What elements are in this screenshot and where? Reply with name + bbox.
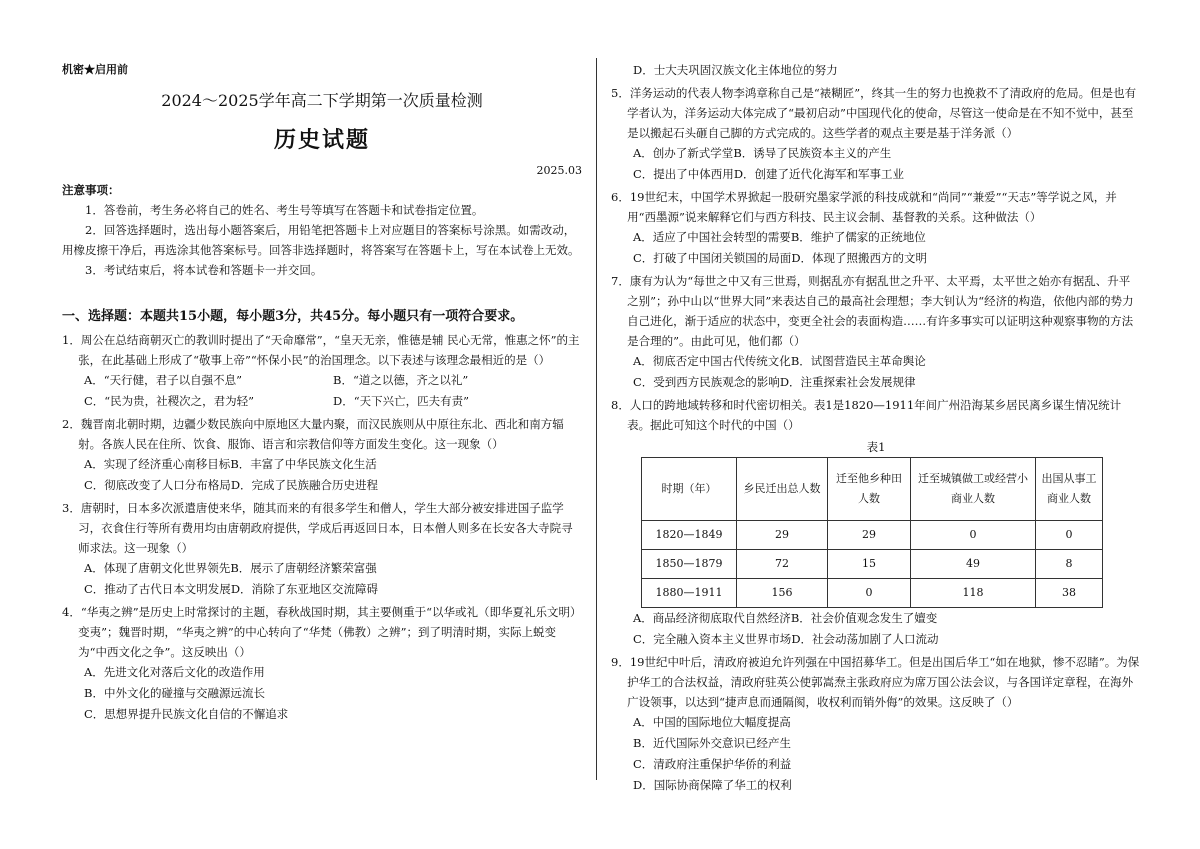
option-c: C．思想界提升民族文化自信的不懈追求 — [84, 707, 289, 721]
option-a: A．“天行健，君子以自强不息” — [84, 373, 243, 387]
option-b: B．中外文化的碰撞与交融源远流长 — [84, 686, 265, 700]
table-cell: 156 — [737, 579, 828, 608]
option-row — [611, 608, 1141, 629]
option-row — [611, 372, 1141, 393]
option-row — [62, 370, 582, 391]
table-cell: 15 — [828, 550, 911, 579]
option-b: B．维护了儒家的正统地位 — [790, 230, 926, 244]
question-stem: 9．19世纪中叶后，清政府被迫允许列强在中国招募华工。但是出国后华工“如在地狱，惨不忍睹”。为保护华工的合法权益，清政府驻英公使郭嵩焘主张政府应为席万国公法会议，与各国详定章程，在海外广设领事，以达到“捷声息而通隔阂，收权利而销外侮”的效果。这反映了（） — [611, 655, 1140, 709]
question-1 — [62, 330, 582, 412]
table-row — [642, 550, 1103, 579]
question-stem: 2．魏晋南北朝时期，边疆少数民族向中原地区大量内聚，而汉民族则从中原往东北、西北和南方辐射。各族人民在住所、饮食、服饰、语言和宗教信仰等方面发生变化。这一现象（） — [62, 417, 564, 451]
table-header: 时期（年） — [642, 458, 737, 521]
table-cell: 1820—1849 — [642, 521, 737, 550]
table-cell: 29 — [737, 521, 828, 550]
option-row — [62, 475, 582, 496]
option-b: B．诱导了民族资本主义的产生 — [733, 146, 892, 160]
option-b: B．丰富了中华民族文化生活 — [230, 457, 377, 471]
notice-block — [62, 180, 582, 280]
exam-date: 2025.03 — [536, 164, 582, 177]
confidential-mark: 机密★启用前 — [62, 63, 128, 76]
notice-item: 3．考试结束后，将本试卷和答题卡一并交回。 — [85, 263, 323, 277]
option-row — [62, 558, 582, 579]
option-d: D．“天下兴亡，匹夫有责” — [333, 394, 469, 408]
subject-title: 历史试题 — [273, 127, 370, 153]
option-a: A．适应了中国社会转型的需要 — [633, 230, 791, 244]
table-row — [642, 521, 1103, 550]
table-header: 迁至他乡种田人数 — [828, 458, 911, 521]
option-row — [611, 248, 1141, 269]
option-b: B．“道之以德，齐之以礼” — [333, 373, 469, 387]
option-a: A．实现了经济重心南移目标 — [84, 457, 231, 471]
option-row — [62, 454, 582, 475]
question-stem: 5．洋务运动的代表人物李鸿章称自己是“裱糊匠”，终其一生的努力也挽救不了清政府的危局。但是也有学者认为，洋务运动大体完成了“最初启动”中国现代化的使命，尽管这一使命是在不知不觉中，甚至是以搬起石头砸自己脚的方式完成的。这些学者的观点主要是基于洋务派（） — [611, 86, 1137, 140]
option-row — [611, 143, 1141, 164]
question-stem: 8．人口的跨地域转移和时代密切相关。表1是1820—1911年间广州沿海某乡居民离乡谋生情况统计表。据此可知这个时代的中国（） — [611, 398, 1122, 432]
option-a: A．中国的国际地位大幅度提高 — [633, 715, 791, 729]
table-cell: 0 — [828, 579, 911, 608]
question-stem: 3．唐朝时，日本多次派遣唐使来华，随其而来的有很多学生和僧人，学生大部分被安排进国子监学习，衣食住行等所有费用均由唐朝政府提供，学成后再返回日本，日本僧人则多在长安各大寺院寻师求法。这一现象（） — [62, 501, 573, 555]
option-b: B．展示了唐朝经济繁荣富强 — [230, 561, 377, 575]
table-cell: 49 — [911, 550, 1036, 579]
table-cell: 8 — [1036, 550, 1103, 579]
option-row — [611, 351, 1141, 372]
table-cell: 118 — [911, 579, 1036, 608]
option-c: C．推动了古代日本文明发展 — [84, 582, 231, 596]
table-cell: 72 — [737, 550, 828, 579]
option-c: C．打破了中国闭关锁国的局面 — [633, 251, 792, 265]
notice-item: 1．答卷前，考生务必将自己的姓名、考生号等填写在答题卡和试卷指定位置。 — [85, 203, 484, 217]
stats-table — [641, 457, 1103, 608]
question-stem: 7．康有为认为“每世之中又有三世焉，则据乱亦有据乱世之升平、太平焉，太平世之始亦有据乱、升平之别”；孙中山以“世界大同”来表达自己的最高社会理想；李大钊认为“经济的构造，依他内部的势力自己进化，渐于适应的状态中，变更全社会的表面构造……有许多事实可以证明这种观察事物的方法是合理的”。由此可见，他们都（） — [611, 274, 1134, 348]
option-c: C．“民为贵，社稷次之，君为轻” — [84, 394, 255, 408]
column-divider — [596, 58, 597, 780]
option-d: D．社会动荡加剧了人口流动 — [791, 632, 939, 646]
option-a: A．先进文化对落后文化的改造作用 — [84, 665, 265, 679]
notice-item: 2．回答选择题时，选出每小题答案后，用铅笔把答题卡上对应题目的答案标号涂黑。如需改动，用橡皮擦干净后，再选涂其他答案标号。回答非选择题时，将答案写在答题卡上，写在本试卷上无效。 — [62, 223, 580, 257]
option-a: A．彻底否定中国古代传统文化 — [633, 354, 791, 368]
question-stem: 4．“华夷之辨”是历史上时常探讨的主题，春秋战国时期，其主要侧重于“以华或礼（即华夏礼乐文明）变夷”；魏晋时期，“华夷之辨”的中心转向了“华梵（佛教）之辨”；到了明清时期，实际上蜕变为“中西文化之争”。这反映出（） — [62, 605, 582, 659]
table-cell: 1880—1911 — [642, 579, 737, 608]
table-header-row — [642, 458, 1103, 521]
option-c: C．完全融入资本主义世界市场 — [633, 632, 792, 646]
notice-title: 注意事项： — [62, 183, 120, 197]
question-7 — [611, 271, 1141, 393]
question-4 — [62, 602, 582, 725]
question-stem: 1．周公在总结商朝灭亡的教训时提出了“天命靡常”，“皇天无亲，惟德是辅 民心无常，惟惠之怀”的主张，在此基础上形成了“敬事上帝”“怀保小民”的治国理念。以下表述与该理念最相近的是（） — [62, 333, 580, 367]
option-d: D．士大夫巩固汉族文化主体地位的努力 — [633, 63, 838, 77]
table-cell: 0 — [911, 521, 1036, 550]
question-2 — [62, 414, 582, 496]
option-row — [62, 579, 582, 600]
right-column — [611, 58, 1141, 796]
table-header: 乡民迁出总人数 — [737, 458, 828, 521]
option-b: B．社会价值观念发生了嬗变 — [790, 611, 938, 625]
section-title: 一、选择题：本题共15小题，每小题3分，共45分。每小题只有一项符合要求。 — [62, 309, 524, 324]
question-stem: 6．19世纪末，中国学术界掀起一股研究墨家学派的科技成就和“尚同”“兼爱”“天志”等学说之风，并用“西墨源”说来解释它们与西方科技、民主议会制、基督教的关系。这种做法（） — [611, 190, 1117, 224]
table-cell: 29 — [828, 521, 911, 550]
question-9 — [611, 652, 1141, 796]
question-5 — [611, 83, 1141, 185]
table-cell: 38 — [1036, 579, 1103, 608]
table-row — [642, 579, 1103, 608]
option-d: D．注重探索社会发展规律 — [779, 375, 916, 389]
option-d: D．国际协商保障了华工的权利 — [633, 778, 792, 792]
question-6 — [611, 187, 1141, 269]
option-d: D．创建了近代化海军和军事工业 — [733, 167, 905, 181]
question-8 — [611, 395, 1141, 650]
option-b: B．试图营造民主革命舆论 — [790, 354, 926, 368]
option-c: C．清政府注重保护华侨的利益 — [633, 757, 792, 771]
table-header: 迁至城镇做工或经营小商业人数 — [911, 458, 1036, 521]
option-d: D．体现了照搬西方的文明 — [791, 251, 928, 265]
option-a: A．体现了唐朝文化世界领先 — [84, 561, 231, 575]
option-d: D．完成了民族融合历史进程 — [230, 478, 379, 492]
option-row — [611, 629, 1141, 650]
table-caption: 表1 — [866, 440, 886, 454]
option-c: C．提出了中体西用 — [633, 167, 734, 181]
option-a: A．创办了新式学堂 — [633, 146, 734, 160]
option-row — [611, 227, 1141, 248]
option-c: C．受到西方民族观念的影响 — [633, 375, 780, 389]
option-a: A．商品经济彻底取代自然经济 — [633, 611, 791, 625]
option-d: D．消除了东亚地区交流障碍 — [230, 582, 379, 596]
left-column — [62, 58, 582, 725]
table-cell: 0 — [1036, 521, 1103, 550]
table-header: 出国从事工商业人数 — [1036, 458, 1103, 521]
option-c: C．彻底改变了人口分布格局 — [84, 478, 231, 492]
table-cell: 1850—1879 — [642, 550, 737, 579]
option-row — [611, 164, 1141, 185]
exam-title: 2024～2025学年高二下学期第一次质量检测 — [161, 91, 483, 110]
option-row — [62, 391, 582, 412]
question-3 — [62, 498, 582, 600]
option-b: B．近代国际外交意识已经产生 — [633, 736, 791, 750]
